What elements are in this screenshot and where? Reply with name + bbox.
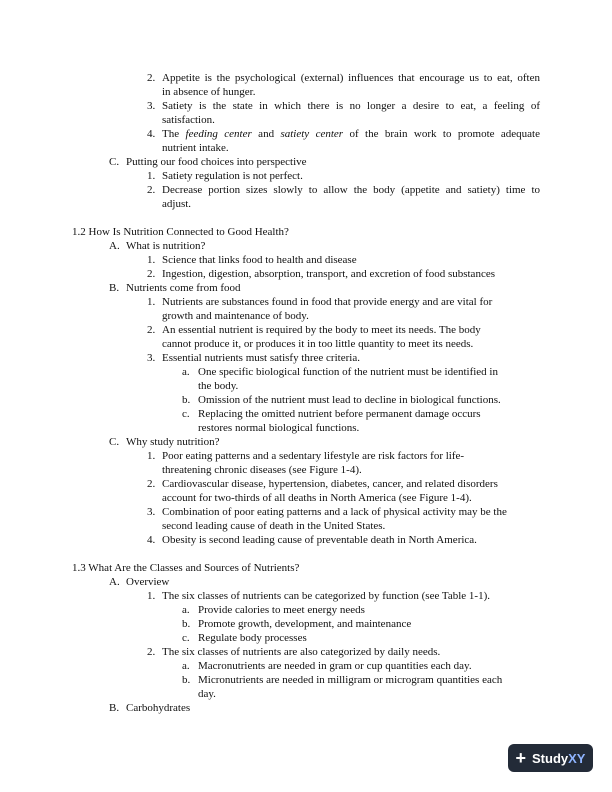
item-letter: C. bbox=[109, 436, 120, 448]
item-number: 1. bbox=[147, 170, 156, 182]
outline-heading-c bbox=[109, 436, 220, 449]
item-text: Nutrients come from food bbox=[126, 282, 241, 294]
item-text: Replacing the omitted nutrient before permanent damage occurs bbox=[198, 408, 481, 420]
item-text: Micronutrients are needed in milligram or microgram quantities each bbox=[198, 674, 503, 686]
item-number: 1. bbox=[147, 296, 156, 308]
list-item bbox=[147, 534, 477, 547]
item-letter: c. bbox=[182, 408, 190, 420]
section-heading-1-3: 1.3 What Are the Classes and Sources of Nutrients? bbox=[72, 562, 300, 574]
item-text-continued: the body. bbox=[198, 380, 239, 392]
item-text: Overview bbox=[126, 576, 170, 588]
brand-name-part-1: Study bbox=[532, 750, 569, 766]
list-item bbox=[147, 352, 360, 365]
item-number: 3. bbox=[147, 352, 156, 364]
item-text: Science that links food to health and disease bbox=[162, 254, 357, 266]
item-text: Omission of the nutrient must lead to decline in biological functions. bbox=[198, 394, 501, 406]
sub-list-item bbox=[182, 674, 502, 687]
item-text: Poor eating patterns and a sedentary lifestyle are risk factors for life- bbox=[162, 450, 465, 462]
item-number: 2. bbox=[147, 646, 156, 658]
item-text: One specific biological function of the nutrient must be identified in bbox=[198, 366, 498, 378]
item-number: 2. bbox=[147, 478, 156, 490]
list-item-satiety bbox=[147, 100, 155, 113]
item-text-continued: nutrient intake. bbox=[162, 142, 229, 154]
item-number: 1. bbox=[147, 450, 156, 462]
brand-name-part-2: XY bbox=[568, 750, 586, 766]
sub-list-item bbox=[182, 408, 481, 421]
item-number: 2. bbox=[147, 72, 156, 84]
item-number: 2. bbox=[147, 268, 156, 280]
item-text-continued: adjust. bbox=[162, 198, 192, 210]
item-text-continued: cannot produce it, or produces it in too little quantity to meet its needs. bbox=[162, 338, 474, 350]
item-letter: b. bbox=[182, 674, 191, 686]
item-text: Why study nutrition? bbox=[126, 436, 220, 448]
item-text: What is nutrition? bbox=[126, 240, 206, 252]
item-text-continued: account for two-thirds of all deaths in North America (see Figure 1-4). bbox=[162, 492, 472, 504]
outline-heading-c bbox=[109, 156, 307, 169]
list-item bbox=[147, 184, 155, 197]
item-number: 4. bbox=[147, 534, 156, 546]
list-item bbox=[147, 170, 303, 183]
list-item bbox=[147, 590, 490, 603]
item-letter: C. bbox=[109, 156, 120, 168]
item-letter: a. bbox=[182, 660, 190, 672]
item-text: Obesity is second leading cause of preventable death in North America. bbox=[162, 534, 477, 546]
item-letter: c. bbox=[182, 632, 190, 644]
item-letter: A. bbox=[109, 576, 120, 588]
list-item bbox=[147, 450, 464, 463]
list-item bbox=[147, 254, 357, 267]
outline-heading-a bbox=[109, 576, 169, 589]
item-letter: A. bbox=[109, 240, 120, 252]
sub-list-item bbox=[182, 394, 501, 407]
sub-list-item bbox=[182, 632, 307, 645]
text-segment: of the brain work to promote adequate bbox=[343, 128, 540, 140]
list-item bbox=[147, 478, 498, 491]
item-number: 1. bbox=[147, 590, 156, 602]
item-text: Nutrients are substances found in food that provide energy and are vital for bbox=[162, 296, 493, 308]
item-text: The six classes of nutrients can be categorized by function (see Table 1-1). bbox=[162, 590, 490, 602]
item-text: Satiety regulation is not perfect. bbox=[162, 170, 303, 182]
item-text bbox=[162, 128, 540, 141]
item-text-continued: growth and maintenance of body. bbox=[162, 310, 309, 322]
italic-term: satiety center bbox=[280, 128, 344, 140]
item-text: Ingestion, digestion, absorption, transport, and excretion of food substances bbox=[162, 268, 495, 280]
outline-heading-b bbox=[109, 282, 241, 295]
sub-list-item bbox=[182, 660, 472, 673]
italic-term: feeding center bbox=[185, 128, 252, 140]
item-text: Satiety is the state in which there is no longer a desire to eat, a feeling of bbox=[162, 100, 540, 112]
item-text-continued: day. bbox=[198, 688, 216, 700]
plus-icon: + bbox=[515, 748, 527, 768]
item-text: Regulate body processes bbox=[198, 632, 307, 644]
list-item bbox=[147, 324, 481, 337]
item-number: 2. bbox=[147, 324, 156, 336]
item-text: Cardiovascular disease, hypertension, diabetes, cancer, and related disorders bbox=[162, 478, 498, 490]
item-letter: a. bbox=[182, 604, 190, 616]
item-text-continued: threatening chronic diseases (see Figure 1-4). bbox=[162, 464, 362, 476]
item-text: Macronutrients are needed in gram or cup quantities each day. bbox=[198, 660, 472, 672]
item-letter: B. bbox=[109, 282, 120, 294]
item-text-continued: restores normal biological functions. bbox=[198, 422, 360, 434]
text-segment: The bbox=[162, 128, 186, 140]
list-item bbox=[147, 268, 495, 281]
item-text: The six classes of nutrients are also categorized by daily needs. bbox=[162, 646, 441, 658]
item-letter: b. bbox=[182, 618, 191, 630]
item-letter: B. bbox=[109, 702, 120, 714]
outline-heading-a bbox=[109, 240, 205, 253]
item-number: 3. bbox=[147, 506, 156, 518]
outline-heading-b bbox=[109, 702, 190, 715]
sub-list-item bbox=[182, 604, 365, 617]
item-text-continued: satisfaction. bbox=[162, 114, 215, 126]
item-text: Provide calories to meet energy needs bbox=[198, 604, 365, 616]
item-number: 2. bbox=[147, 184, 156, 196]
item-text-continued: in absence of hunger. bbox=[162, 86, 256, 98]
item-number: 1. bbox=[147, 254, 156, 266]
section-heading-1-2: 1.2 How Is Nutrition Connected to Good Health? bbox=[72, 226, 289, 238]
list-item bbox=[147, 296, 492, 309]
item-number: 4. bbox=[147, 128, 156, 140]
list-item-appetite bbox=[147, 72, 162, 85]
list-item bbox=[147, 646, 440, 659]
studyxy-badge[interactable] bbox=[508, 744, 593, 772]
item-text-continued: second leading cause of death in the United States. bbox=[162, 520, 386, 532]
item-letter: b. bbox=[182, 394, 191, 406]
item-text: Carbohydrates bbox=[126, 702, 191, 714]
item-text: Combination of poor eating patterns and a lack of physical activity may be the bbox=[162, 506, 507, 518]
item-number: 3. bbox=[147, 100, 156, 112]
item-text: An essential nutrient is required by the body to meet its needs. The body bbox=[162, 324, 481, 336]
text-segment: and bbox=[251, 128, 281, 140]
item-text: Decrease portion sizes slowly to allow the body (appetite and satiety) time to bbox=[162, 184, 540, 196]
item-text: Promote growth, development, and maintenance bbox=[198, 618, 412, 630]
sub-list-item bbox=[182, 618, 411, 631]
item-text: Appetite is the psychological (external) influences that encourage us to eat, often bbox=[162, 72, 540, 84]
item-text: Putting our food choices into perspective bbox=[126, 156, 307, 168]
list-item-feeding-center bbox=[147, 128, 155, 141]
list-item bbox=[147, 506, 507, 519]
sub-list-item bbox=[182, 366, 498, 379]
item-letter: a. bbox=[182, 366, 190, 378]
item-text: Essential nutrients must satisfy three criteria. bbox=[162, 352, 360, 364]
